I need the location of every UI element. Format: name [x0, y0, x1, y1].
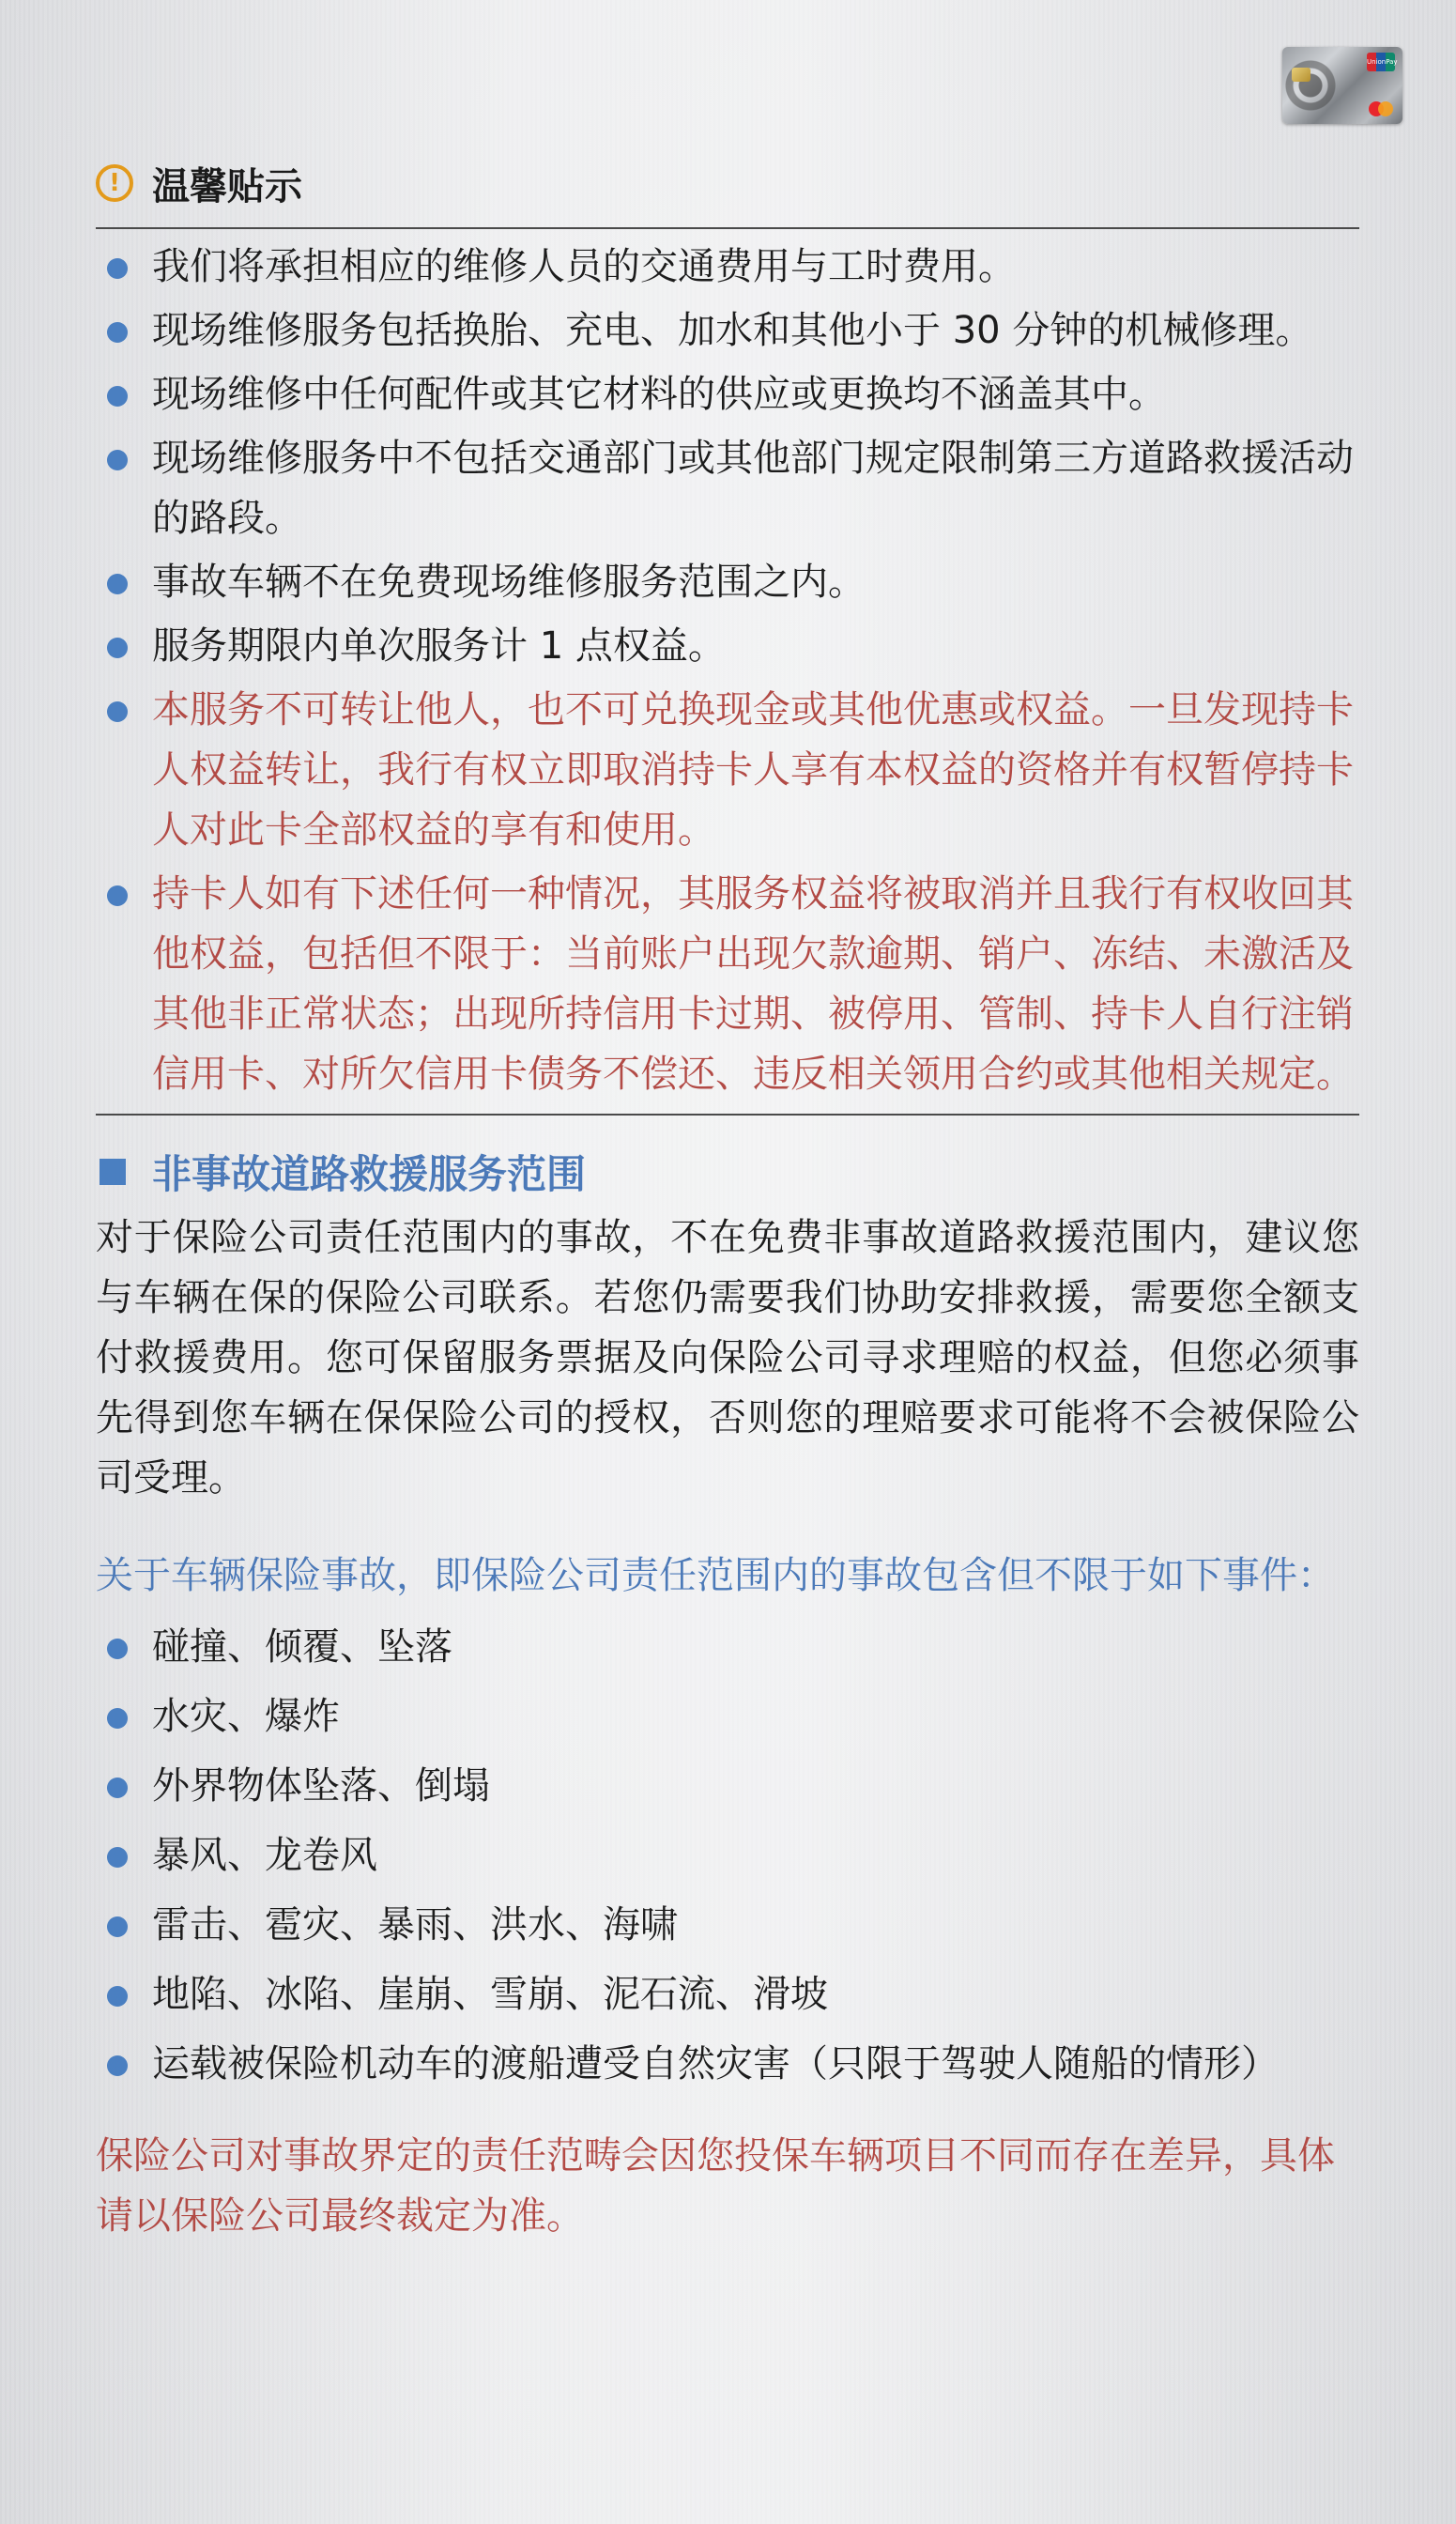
tip-item-text: 现场维修服务包括换胎、充电、加水和其他小于 30 分钟的机械修理。	[152, 309, 1313, 352]
bullet-dot-icon	[107, 1986, 128, 2007]
bullet-dot-icon	[107, 1639, 128, 1659]
bullet-dot-icon	[107, 1847, 128, 1868]
event-item	[96, 1617, 1359, 1677]
bullet-dot-icon	[107, 322, 128, 343]
tips-header	[96, 150, 1359, 216]
bullet-dot-icon	[107, 638, 128, 658]
bank-card-thumbnail	[1282, 47, 1402, 124]
event-item-text: 雷击、雹灾、暴雨、洪水、海啸	[152, 1903, 678, 1947]
bullet-dot-icon	[107, 386, 128, 407]
bullet-dot-icon	[107, 1778, 128, 1798]
footer-note: 保险公司对事故界定的责任范畴会因您投保车辆项目不同而存在差异，具体请以保险公司最终裁定为准。	[96, 2134, 1335, 2238]
tip-item-text: 我们将承担相应的维修人员的交通费用与工时费用。	[152, 245, 1016, 288]
tips-list	[96, 237, 1359, 1104]
tip-item	[96, 364, 1359, 424]
section-title: 非事故道路救援服务范围	[152, 1151, 587, 1197]
tip-item-text: 现场维修服务中不包括交通部门或其他部门规定限制第三方道路救援活动的路段。	[152, 437, 1354, 540]
bullet-dot-icon	[107, 2055, 128, 2076]
bullet-dot-icon	[107, 450, 128, 470]
tip-item-text: 本服务不可转让他人，也不可兑换现金或其他优惠或权益。一旦发现持卡人权益转让，我行有权立即取消持卡人享有本权益的资格并有权暂停持卡人对此卡全部权益的享有和使用。	[152, 688, 1354, 852]
divider-top	[96, 227, 1359, 229]
tip-item	[96, 237, 1359, 297]
mastercard-logo	[1369, 101, 1393, 116]
event-item-text: 地陷、冰陷、崖崩、雪崩、泥石流、滑坡	[152, 1973, 828, 2016]
tip-item	[96, 616, 1359, 676]
bullet-dot-icon	[107, 701, 128, 722]
card-chip	[1292, 68, 1310, 82]
bullet-dot-icon	[107, 1708, 128, 1729]
card-pattern	[1282, 47, 1353, 124]
divider-bottom	[96, 1114, 1359, 1116]
event-item	[96, 1964, 1359, 2024]
bullet-dot-icon	[107, 258, 128, 279]
section-header	[96, 1142, 1359, 1202]
unionpay-logo: UnionPay	[1367, 53, 1395, 71]
tip-item	[96, 680, 1359, 860]
tip-item	[96, 864, 1359, 1104]
event-item	[96, 1686, 1359, 1747]
event-item-text: 暴风、龙卷风	[152, 1834, 377, 1877]
event-item	[96, 1825, 1359, 1885]
tip-item-text: 持卡人如有下述任何一种情况，其服务权益将被取消并且我行有权收回其他权益，包括但不限于：当前账户出现欠款逾期、销户、冻结、未激活及其他非正常状态；出现所持信用卡过期、被停用、管制、持卡人自行注销信用卡、对所欠信用卡债务不偿还、违反相关领用合约或其他相关规定。	[152, 872, 1354, 1096]
events-intro: 关于车辆保险事故，即保险公司责任范围内的事故包含但不限于如下事件：	[96, 1554, 1335, 1597]
event-item	[96, 2034, 1359, 2094]
tip-item-text: 服务期限内单次服务计 1 点权益。	[152, 624, 726, 668]
tip-item	[96, 552, 1359, 612]
exclamation-circle-icon: !	[96, 164, 133, 202]
bullet-dot-icon	[107, 574, 128, 594]
event-item-text: 水灾、爆炸	[152, 1695, 340, 1738]
section-paragraph: 对于保险公司责任范围内的事故，不在免费非事故道路救援范围内，建议您与车辆在保的保险公司联系。若您仍需要我们协助安排救援，需要您全额支付救援费用。您可保留服务票据及向保险公司寻求理赔的权益，但您必须事先得到您车辆在保保险公司的授权，否则您的理赔要求可能将不会被保险公司受理。	[96, 1216, 1359, 1500]
tip-item	[96, 428, 1359, 548]
tip-item-text: 现场维修中任何配件或其它材料的供应或更换均不涵盖其中。	[152, 373, 1166, 416]
event-item-text: 外界物体坠落、倒塌	[152, 1764, 490, 1808]
tips-title: 温馨贴示	[152, 164, 302, 208]
event-item-text: 碰撞、倾覆、坠落	[152, 1625, 452, 1669]
tip-item-text: 事故车辆不在免费现场维修服务范围之内。	[152, 561, 866, 604]
event-item-text: 运载被保险机动车的渡船遭受自然灾害（只限于驾驶人随船的情形）	[152, 2042, 1279, 2085]
event-item	[96, 1756, 1359, 1816]
tip-item	[96, 300, 1359, 361]
bullet-dot-icon	[107, 1916, 128, 1937]
main-content	[96, 150, 1359, 2246]
events-list	[96, 1617, 1359, 2094]
bullet-dot-icon	[107, 885, 128, 906]
square-bullet-icon	[100, 1159, 126, 1185]
event-item	[96, 1895, 1359, 1955]
